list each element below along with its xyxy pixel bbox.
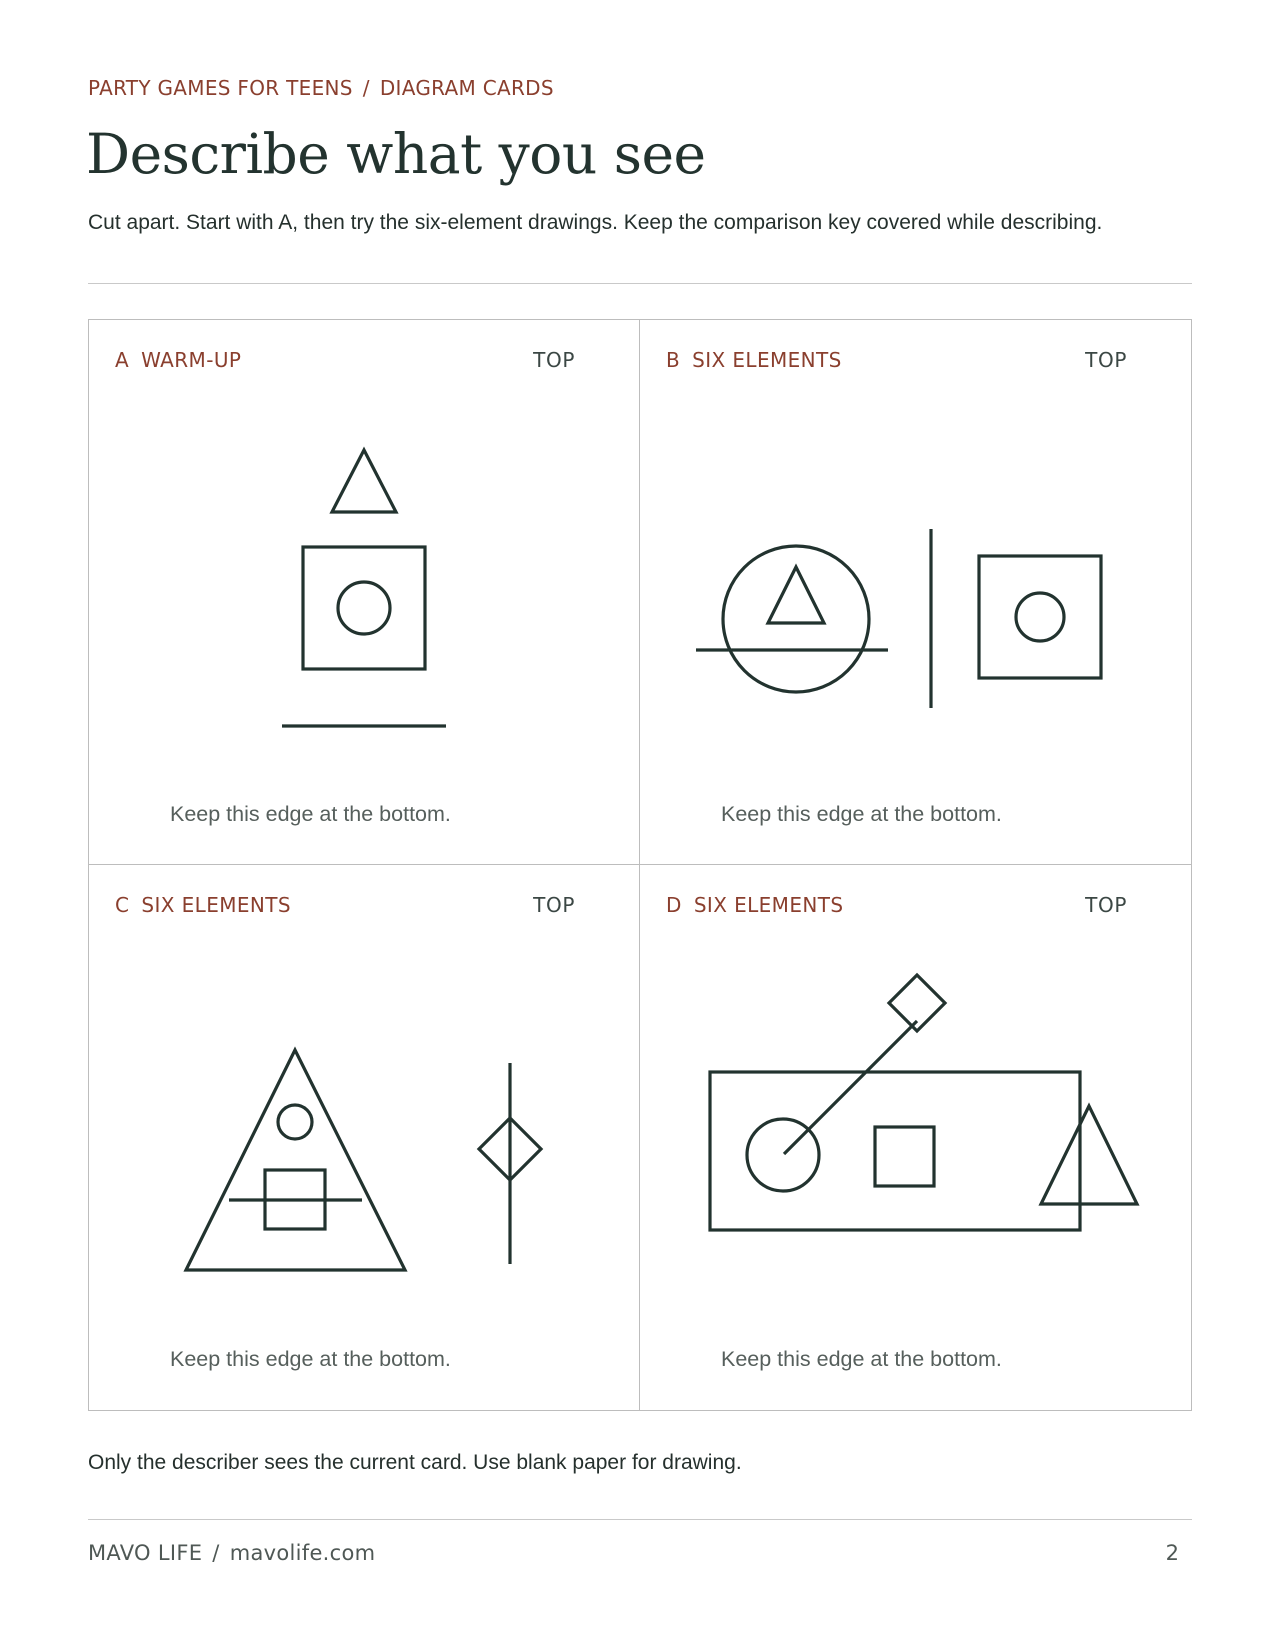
rectangle-shape <box>710 1072 1080 1230</box>
card-letter: D <box>666 893 682 917</box>
diagonal-line-shape <box>784 1021 917 1154</box>
footer-divider <box>88 1519 1192 1520</box>
card-title: SIX ELEMENTS <box>141 893 292 917</box>
card-grid <box>88 319 1192 1411</box>
card-top-marker: TOP <box>1085 893 1127 917</box>
footer-site-link[interactable]: mavolife.com <box>229 1541 376 1565</box>
large-triangle-shape <box>186 1050 405 1270</box>
card-letter: C <box>115 893 130 917</box>
card-letter: B <box>666 348 681 372</box>
card-title: SIX ELEMENTS <box>692 348 842 372</box>
card-title: SIX ELEMENTS <box>693 893 844 917</box>
top-divider <box>88 283 1192 284</box>
circle-shape <box>1016 593 1064 641</box>
footer-brand <box>88 1541 375 1565</box>
breadcrumb <box>88 76 554 100</box>
diagram-a <box>89 320 640 866</box>
card-b <box>640 320 1191 865</box>
card-c <box>89 865 640 1410</box>
card-a <box>89 320 640 865</box>
card-note: Keep this edge at the bottom. <box>170 1347 451 1371</box>
card-title: WARM-UP <box>141 348 242 372</box>
circle-shape <box>338 582 390 634</box>
page-title: Describe what you see <box>86 122 706 186</box>
card-note: Keep this edge at the bottom. <box>721 802 1002 826</box>
card-letter: A <box>115 348 130 372</box>
square-shape <box>875 1127 934 1186</box>
square-shape <box>303 547 425 669</box>
card-top-marker: TOP <box>1085 348 1127 372</box>
circle-shape <box>278 1105 312 1139</box>
triangle-shape <box>332 450 396 512</box>
card-note: Keep this edge at the bottom. <box>170 802 451 826</box>
breadcrumb-page: DIAGRAM CARDS <box>379 76 554 100</box>
card-top-marker: TOP <box>533 348 575 372</box>
circle-shape <box>747 1119 819 1191</box>
square-shape <box>979 556 1101 678</box>
diagram-b <box>640 320 1191 866</box>
breadcrumb-separator: / <box>362 76 370 100</box>
footer-separator: / <box>212 1541 220 1565</box>
footer-brand-name: MAVO LIFE <box>88 1541 203 1565</box>
bottom-note: Only the describer sees the current card. Use blank paper for drawing. <box>88 1451 742 1474</box>
card-top-marker: TOP <box>533 893 575 917</box>
diagram-d <box>640 865 1191 1411</box>
breadcrumb-section: PARTY GAMES FOR TEENS <box>88 76 353 100</box>
page-number: 2 <box>1165 1541 1179 1565</box>
card-note: Keep this edge at the bottom. <box>721 1347 1002 1371</box>
intro-text: Cut apart. Start with A, then try the six-element drawings. Keep the comparison key covered while describing. <box>88 211 1103 234</box>
triangle-shape <box>1041 1106 1137 1204</box>
triangle-shape <box>768 567 824 623</box>
diagram-c <box>89 865 640 1411</box>
card-d <box>640 865 1191 1410</box>
